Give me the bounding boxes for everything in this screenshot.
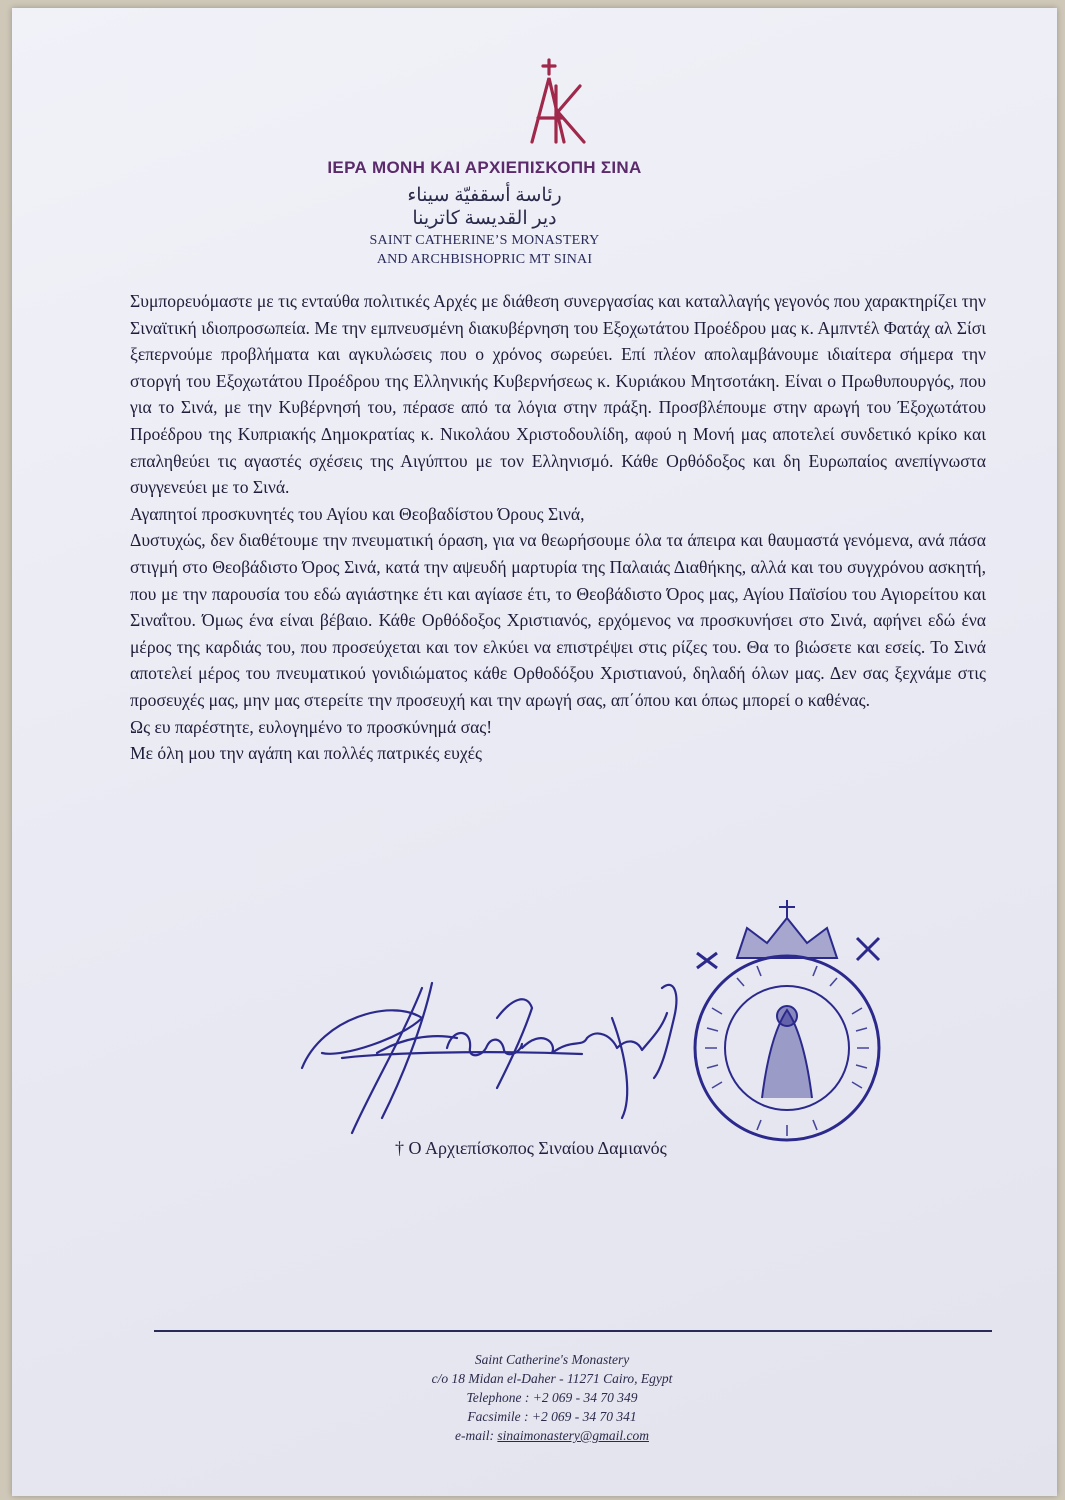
footer-email-link[interactable]: sinaimonastery@gmail.com [497, 1428, 649, 1443]
letter-body [130, 288, 986, 767]
letter-paragraph-2: Δυστυχώς, δεν διαθέτουμε την πνευματική όραση, για να θεωρήσουμε όλα τα άπειρα και θαυμαστά γενόμενα, ανά πάσα στιγμή στο Θεοβάδιστο Όρος Σινά, κατά την αψευδή μαρτυρία της Παλαιάς Διαθήκης, αλλά και του συγχρόνου ασκητή, που με την παρουσία του εδώ αγιάστηκε έτι και αγίασε έτι, το Θεοβάδιστο Όρος μας, Αγίου Παϊσίου του Αγιορείτου και Σιναΐτου. Όμως ένα είναι βέβαιο. Κάθε Ορθόδοξος Χριστιανός, ερχόμενος να προσκυνήσει στο Σινά, αφήνει εδώ ένα μέρος της καρδιάς του, που προσεύχεται και τον ελκύει να επιστρέψει στις ρίζες του. Θα το βιώσετε και εσείς. Το Σινά αποτελεί μέρος του πνευματικού γονιδιώματος κάθε Ορθοδόξου Χριστιανού, δηλαδή όλων μας. Δεν σας ξεχνάμε στις προσευχές μας, μην μας στερείτε την προσευχή και την αρωγή σας, απ΄όπου και όπως μπορεί ο καθένας. [130, 530, 986, 710]
header-arabic-line2: دير القديسة كاترينا [412, 208, 557, 229]
official-seal-icon [667, 898, 907, 1148]
footer-line-1: Saint Catherine's Monastery [474, 1352, 630, 1367]
footer-line-3: Telephone : +2 069 - 34 70 349 [466, 1390, 638, 1405]
letter-paragraph-1: Συμπορευόμαστε με τις ενταύθα πολιτικές Αρχές με διάθεση συνεργασίας και καταλλαγής γεγονός που χαρακτηρίζει την Σιναϊτική ιδιοπροσωπεία. Με την εμπνευσμένη διακυβέρνηση του Εξοχωτάτου Προέδρου μας κ. Αμπντέλ Φατάχ αλ Σίσι ξεπερνούμε προβλήματα και αγκυλώσεις που ο χρόνος σωρεύει. Επί πλέον απολαμβάνουμε ιδιαίτερα σήμερα την στοργή του Εξοχωτάτου Προέδρου της Ελληνικής Κυβερνήσεως κ. Κυριάκου Μητσοτάκη. Είναι ο Πρωθυπουργός, που για το Σινά, με την Κυβέρνησή του, πέρασε από τα λόγια στην πράξη. Προσβλέπουμε στην αρωγή του Έξοχωτάτου Προέδρου της Κυπριακής Δημοκρατίας κ. Νικολάου Χριστοδουλίδη, αφού η Μονή μας αποτελεί συνδετικό κρίκο και επαληθεύει τις αγαστές σχέσεις της Αιγύπτου με τον Ελληνισμό. Κάθε Ορθόδοξος και δη Ευρωπαίος ανεπίγνωστα συγγενεύει με το Σινά. [130, 291, 986, 498]
footer-line-2: c/o 18 Midan el-Daher - 11271 Cairo, Egypt [431, 1371, 673, 1386]
footer-divider [154, 1330, 992, 1332]
letter-page [12, 8, 1057, 1496]
footer [352, 1350, 752, 1445]
handwritten-signature-icon [282, 958, 702, 1148]
footer-email-row [352, 1426, 752, 1445]
monastery-logo-icon [522, 56, 592, 148]
header-english-line2: AND ARCHBISHOPRIC MT SINAI [376, 252, 593, 267]
letter-closing-1: Ως ευ παρέστητε, ευλογημένο το προσκύνημά σας! [130, 716, 493, 737]
letter-salutation: Αγαπητοί προσκυνητές του Αγίου και Θεοβαδίστου Όρους Σινά, [130, 503, 585, 524]
signature-name: † Ο Αρχιεπίσκοπος Σιναίου Δαμιανός [395, 1138, 667, 1158]
header-greek-name: ΙΕΡΑ ΜΟΝΗ ΚΑΙ ΑΡΧΙΕΠΙΣΚΟΠΗ ΣΙΝΑ [327, 158, 642, 177]
footer-email-label: e-mail: [455, 1428, 498, 1443]
header-english-line1: SAINT CATHERINE’S MONASTERY [369, 233, 600, 248]
header-arabic-line1: رئاسة أسقفيّة سيناء [407, 185, 562, 206]
letter-closing-2: Με όλη μου την αγάπη και πολλές πατρικές ευχές [130, 743, 482, 764]
footer-line-4: Facsimile : +2 069 - 34 70 341 [467, 1409, 637, 1424]
